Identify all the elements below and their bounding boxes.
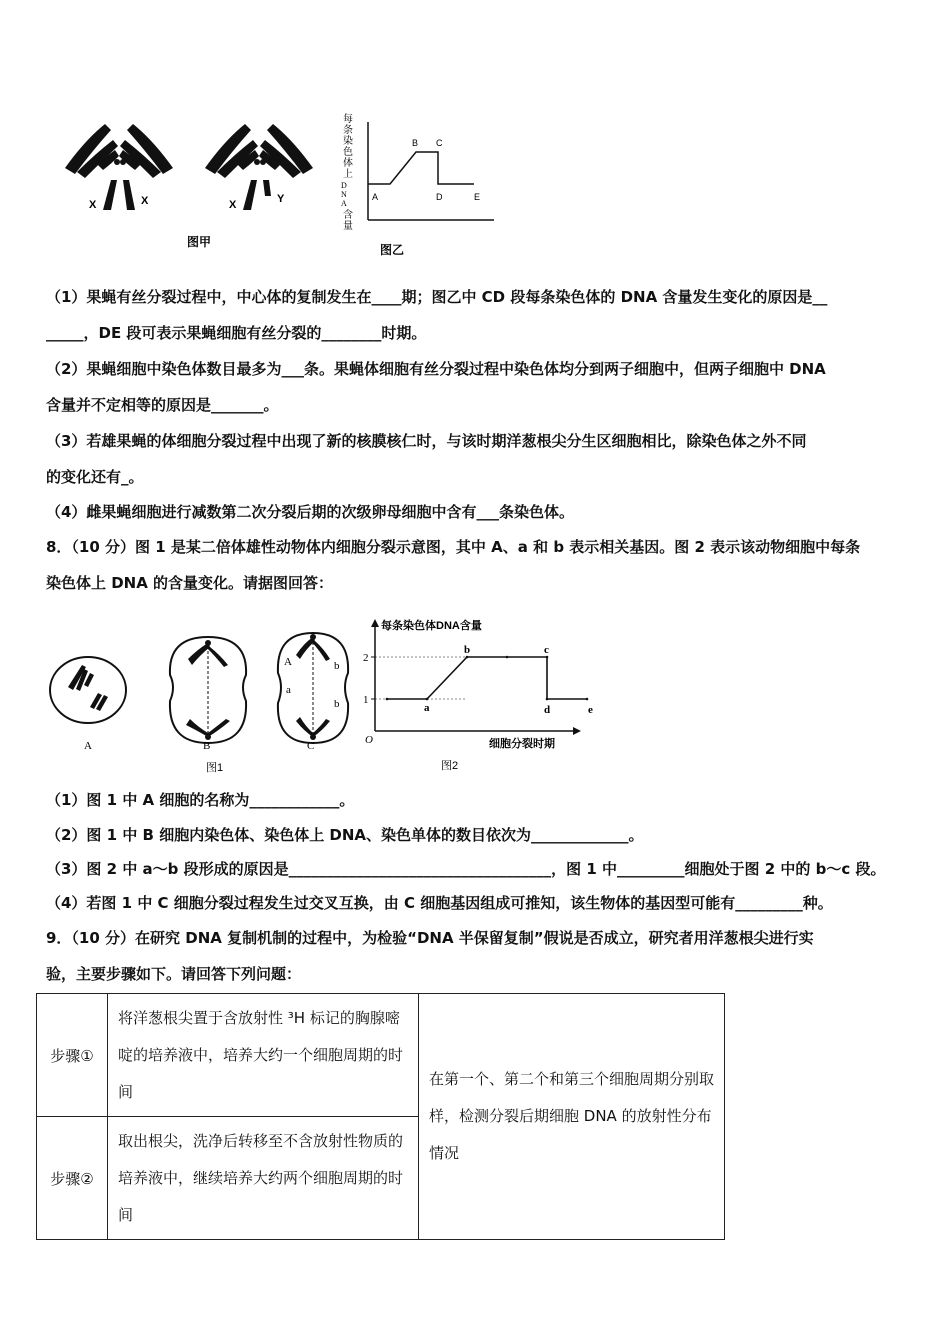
q9-intro-line1: 9．（10 分）在研究 DNA 复制机制的过程中，为检验“DNA 半保留复制”假说是否成立，研究者用洋葱根尖进行实 xyxy=(46,929,814,947)
point-label: C xyxy=(436,138,443,148)
step1-label: 步骤① xyxy=(37,994,108,1117)
chromosome-label: X xyxy=(229,199,237,211)
karyotype-female xyxy=(65,124,173,210)
q8-part4: （4）若图 1 中 C 细胞分裂过程发生过交叉互换，由 C 细胞基因组成可推知，该生物体的基因型可能有_________种。 xyxy=(46,894,833,912)
point-label: b xyxy=(464,644,471,656)
q8-part1: （1）图 1 中 A 细胞的名称为____________。 xyxy=(46,791,355,809)
step2-description: 取出根尖，洗净后转移至不含放射性物质的培养液中，继续培养大约两个细胞周期的时间 xyxy=(108,1117,419,1240)
data-point xyxy=(386,698,389,701)
data-point xyxy=(546,698,549,701)
point-label: B xyxy=(412,138,419,148)
ylabel-char: A xyxy=(341,199,347,208)
chart-title: 每条染色体DNA含量 xyxy=(381,620,482,632)
table-row xyxy=(37,994,725,1117)
chromosome-label: X xyxy=(89,199,97,211)
karyotype-male xyxy=(205,124,313,210)
figure-2-caption: 图2 xyxy=(441,760,459,772)
ylabel-char: 条 xyxy=(343,125,353,136)
y-axis-arrow xyxy=(371,619,379,627)
point-label: c xyxy=(544,644,549,656)
gene-label: a xyxy=(286,684,291,696)
data-point xyxy=(466,656,469,659)
q7-part4: （4）雌果蝇细胞进行减数第二次分裂后期的次级卵母细胞中含有___条染色体。 xyxy=(46,503,574,521)
data-point xyxy=(506,656,509,659)
steps-table xyxy=(36,993,725,1240)
chromosome-label: X xyxy=(141,195,149,207)
cell-label: C xyxy=(307,740,315,752)
gene-label: b xyxy=(334,660,340,672)
ylabel-char: 量 xyxy=(343,221,353,232)
point-label: E xyxy=(474,192,481,202)
cell-a-chromosomes xyxy=(68,665,108,711)
point-label: A xyxy=(372,192,379,202)
point-label: a xyxy=(424,702,430,714)
ylabel-char: 色 xyxy=(343,147,353,158)
q7-part2-line1: （2）果蝇细胞中染色体数目最多为___条。果蝇体细胞有丝分裂过程中染色体均分到两子细胞中，但两子细胞中 DNA xyxy=(46,360,826,378)
cell-b-chromosomes xyxy=(186,640,230,740)
chart-origin: O xyxy=(365,734,373,746)
step1-description: 将洋葱根尖置于含放射性 ³H 标记的胸腺嘧啶的培养液中，培养大约一个细胞周期的时间 xyxy=(108,994,419,1117)
q7-part2-line2: 含量并不定相等的原因是_______。 xyxy=(46,396,279,414)
figure-yi-caption: 图乙 xyxy=(380,243,405,257)
figure-1-cells xyxy=(48,625,358,775)
ylabel-char: 含 xyxy=(343,210,353,221)
q9-intro-line2: 验，主要步骤如下。请回答下列问题： xyxy=(46,965,302,983)
q8-part3: （3）图 2 中 a～b 段形成的原因是___________________________________，图 1 中_________细胞处于图 2 中的 b～c 段。 xyxy=(46,860,886,878)
q7-part3-line1: （3）若雄果蝇的体细胞分裂过程中出现了新的核膜核仁时，与该时期洋葱根尖分生区细胞相比，除染色体之外不同 xyxy=(46,432,807,450)
data-point xyxy=(426,698,429,701)
figure-1-caption: 图1 xyxy=(206,762,224,774)
ylabel-char: 上 xyxy=(343,169,353,180)
data-point xyxy=(546,656,549,659)
q8-intro-line2: 染色体上 DNA 的含量变化。请据图回答： xyxy=(46,574,334,592)
y-tick-label: 2 xyxy=(363,652,369,664)
ylabel-char: 体 xyxy=(343,158,353,169)
y-tick-label: 1 xyxy=(363,694,369,706)
chart-xlabel: 细胞分裂时期 xyxy=(489,738,555,750)
ylabel-char: N xyxy=(341,190,347,199)
point-label: D xyxy=(436,192,443,202)
gene-label: b xyxy=(334,698,340,710)
figure-jia-caption: 图甲 xyxy=(187,235,212,249)
q7-part1-line1: （1）果蝇有丝分裂过程中，中心体的复制发生在____期；图乙中 CD 段每条染色体的 DNA 含量发生变化的原因是__ xyxy=(46,288,828,306)
cell-label: B xyxy=(203,740,211,752)
data-point xyxy=(586,698,589,701)
ylabel-char: D xyxy=(341,181,347,190)
figure-yi-ylabel xyxy=(341,112,356,232)
step2-label: 步骤② xyxy=(37,1117,108,1240)
ylabel-char: 染 xyxy=(343,136,353,147)
point-label: e xyxy=(588,704,593,716)
q7-part1-line2: _____，DE 段可表示果蝇细胞有丝分裂的________时期。 xyxy=(46,324,427,342)
cell-label: A xyxy=(84,740,92,752)
chromosome-label: Y xyxy=(277,193,285,205)
figure-jia xyxy=(55,110,340,260)
series-line xyxy=(387,657,587,699)
sampling-description: 在第一个、第二个和第三个细胞周期分别取样，检测分裂后期细胞 DNA 的放射性分布情况 xyxy=(419,994,725,1240)
q8-intro-line1: 8．（10 分）图 1 是某二倍体雄性动物体内细胞分裂示意图，其中 A、a 和 b 表示相关基因。图 2 表示该动物细胞中每条 xyxy=(46,538,861,556)
point-label: d xyxy=(544,704,551,716)
cell-a xyxy=(50,657,126,723)
ylabel-char: 每 xyxy=(343,114,353,125)
figure-2-chart xyxy=(363,615,593,775)
dna-content-line xyxy=(368,152,474,184)
x-axis-arrow xyxy=(573,727,581,735)
gene-label: A xyxy=(284,656,292,668)
figure-yi xyxy=(338,112,498,262)
q8-part2: （2）图 1 中 B 细胞内染色体、染色体上 DNA、染色单体的数目依次为_____________。 xyxy=(46,826,644,844)
q7-part3-line2: 的变化还有_。 xyxy=(46,468,144,486)
